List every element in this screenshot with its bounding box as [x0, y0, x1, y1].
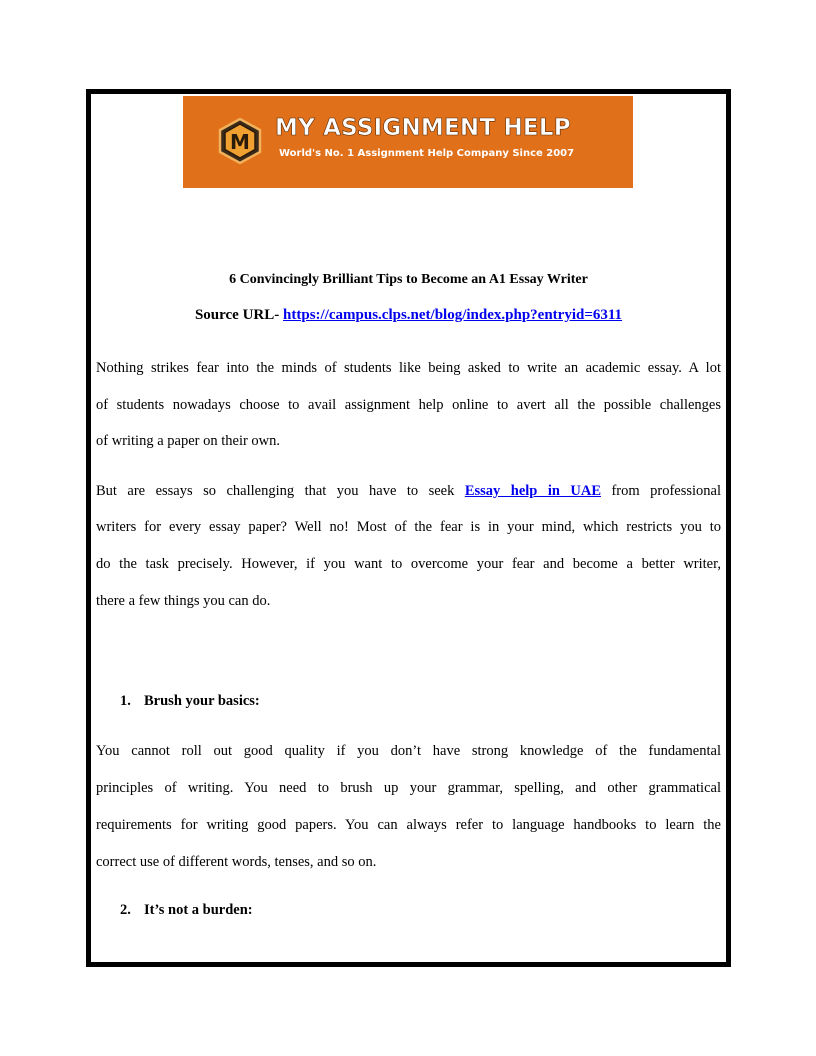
heading-2-number: 2.: [120, 902, 131, 918]
paragraph-1-line-1: Nothing strikes fear into the minds of students like being asked to write an academic essay. A lot: [96, 360, 721, 376]
paragraph-2-line-1: [96, 481, 721, 501]
paragraph-2-text-after: from professional: [611, 483, 721, 499]
paragraph-3-line-4: correct use of different words, tenses, and so on.: [96, 854, 377, 870]
paragraph-2-line-3: do the task precisely. However, if you want to overcome your fear and become a better writer,: [96, 556, 721, 572]
article-title: 6 Convincingly Brilliant Tips to Become an A1 Essay Writer: [229, 272, 588, 287]
heading-1-text: Brush your basics:: [144, 693, 260, 709]
paragraph-3-line-1: You cannot roll out good quality if you don’t have strong knowledge of the fundamental: [96, 743, 721, 759]
logo-badge-icon: [217, 118, 263, 164]
source-label: Source URL-: [194, 307, 280, 323]
paragraph-2-line-2: writers for every essay paper? Well no! Most of the fear is in your mind, which restricts you to: [96, 519, 721, 535]
source-line: [96, 307, 721, 324]
paragraph-3-line-3: requirements for writing good papers. You can always refer to language handbooks to learn the: [96, 817, 721, 833]
heading-2-text: It’s not a burden:: [144, 902, 253, 918]
logo-tagline: World's No. 1 Assignment Help Company Since 2007: [279, 148, 575, 159]
paragraph-1-line-2: of students nowadays choose to avail assignment help online to avert all the possible challenges: [96, 397, 721, 413]
paragraph-2-text-before: But are essays so challenging that you have to seek: [96, 483, 455, 499]
essay-help-uae-link[interactable]: Essay help in UAE: [464, 483, 601, 499]
heading-brush-your-basics: [120, 693, 260, 710]
brand-logo: [183, 96, 633, 188]
paragraph-3-line-2: principles of writing. You need to brush up your grammar, spelling, and other grammatical: [96, 780, 721, 796]
heading-its-not-a-burden: [120, 902, 253, 919]
logo-name: MY ASSIGNMENT HELP: [275, 115, 571, 141]
paragraph-2-line-4: there a few things you can do.: [96, 593, 271, 609]
source-url-link[interactable]: https://campus.clps.net/blog/index.php?entryid=6311: [283, 307, 623, 323]
heading-1-number: 1.: [120, 693, 131, 709]
paragraph-1-line-3: of writing a paper on their own.: [96, 433, 281, 449]
logo-badge-letter: M: [230, 130, 250, 154]
